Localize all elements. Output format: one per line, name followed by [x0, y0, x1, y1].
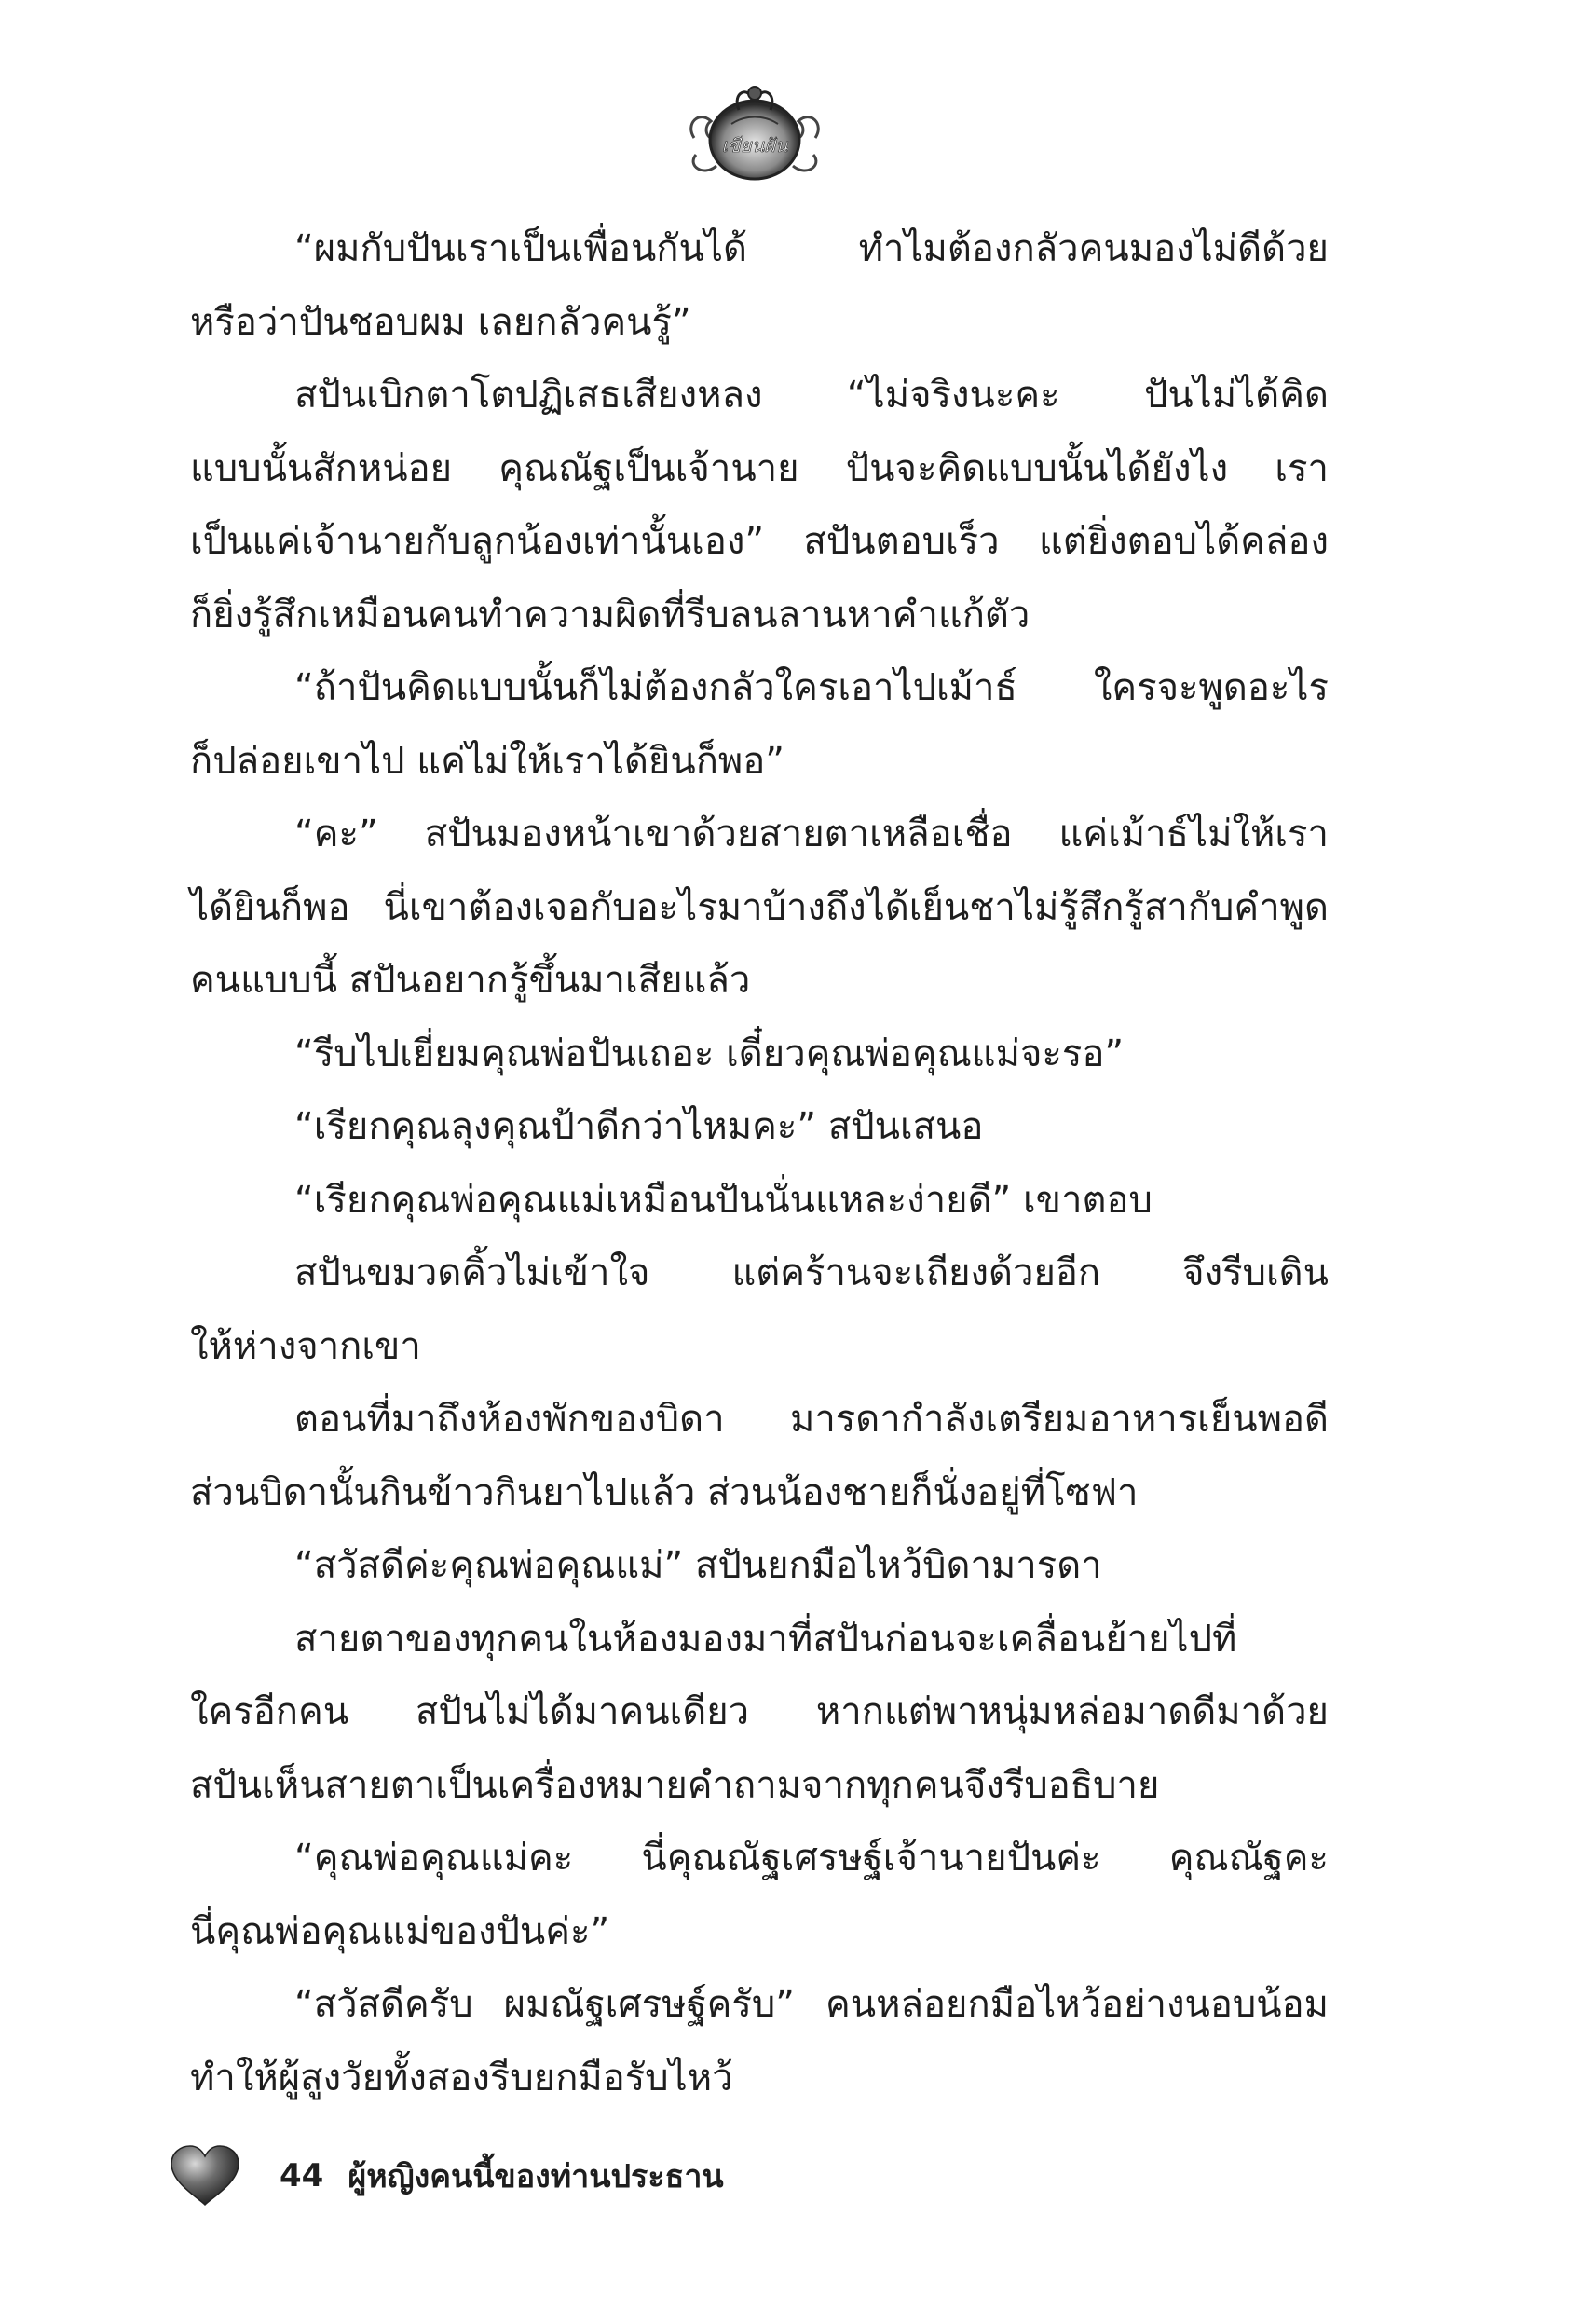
text-line: “รีบไปเยี่ยมคุณพ่อปันเถอะ เดี๋ยวคุณพ่อคุณแม่จะรอ”: [294, 1032, 1125, 1075]
text-line: “สวัสดีค่ะคุณพ่อคุณแม่” สปันยกมือไหว้บิดามารดา: [294, 1544, 1102, 1587]
text-line: เป็นแค่เจ้านายกับลูกน้องเท่านั้นเอง” สปันตอบเร็ว แต่ยิ่งตอบได้คล่อง: [190, 520, 1329, 563]
text-line: “ผมกับปันเราเป็นเพื่อนกันได้ ทำไมต้องกลัวคนมองไม่ดีด้วย: [294, 227, 1329, 270]
text-line: ทำให้ผู้สูงวัยทั้งสองรีบยกมือรับไหว้: [190, 2056, 733, 2099]
text-line: ตอนที่มาถึงห้องพักของบิดา มารดากำลังเตรียมอาหารเย็นพอดี: [294, 1398, 1329, 1441]
text-line: นี่คุณพ่อคุณแม่ของปันค่ะ”: [190, 1909, 610, 1953]
text-line: ก็ปล่อยเขาไป แค่ไม่ให้เราได้ยินก็พอ”: [190, 739, 785, 783]
text-line: “เรียกคุณลุงคุณป้าดีกว่าไหมคะ” สปันเสนอ: [294, 1105, 984, 1148]
body-text: [190, 212, 1329, 2114]
text-line: ให้ห่างจากเขา: [190, 1324, 421, 1368]
page-number: 44: [280, 2157, 324, 2195]
text-line: ใครอีกคน สปันไม่ได้มาคนเดียว หากแต่พาหนุ่มหล่อมาดดีมาด้วย: [190, 1690, 1329, 1733]
text-line: ก็ยิ่งรู้สึกเหมือนคนทำความผิดที่รีบลนลานหาคำแก้ตัว: [190, 593, 1030, 636]
text-line: “เรียกคุณพ่อคุณแม่เหมือนปันนั่นแหละง่ายดี” เขาตอบ: [294, 1178, 1153, 1222]
text-line: แบบนั้นสักหน่อย คุณณัฐเป็นเจ้านาย ปันจะคิดแบบนั้นได้ยังไง เรา: [190, 446, 1329, 490]
text-line: หรือว่าปันชอบผม เลยกลัวคนรู้”: [190, 300, 691, 344]
text-line: ได้ยินก็พอ นี่เขาต้องเจอกับอะไรมาบ้างถึงได้เย็นชาไม่รู้สึกรู้สากับคำพูด: [190, 885, 1329, 929]
text-line: “ถ้าปันคิดแบบนั้นก็ไม่ต้องกลัวใครเอาไปเม้าธ์ ใครจะพูดอะไร: [294, 666, 1329, 709]
text-line: ส่วนบิดานั้นกินข้าวกินยาไปแล้ว ส่วนน้องชายก็นั่งอยู่ที่โซฟา: [190, 1470, 1139, 1514]
text-line: สายตาของทุกคนในห้องมองมาที่สปันก่อนจะเคลื่อนย้ายไปที่: [294, 1617, 1237, 1661]
book-title: ผู้หญิงคนนี้ของท่านประธาน: [348, 2158, 724, 2195]
text-line: “สวัสดีครับ ผมณัฐเศรษฐ์ครับ” คนหล่อยกมือไหว้อย่างนอบน้อม: [294, 1983, 1329, 2026]
page-footer: [170, 2134, 724, 2218]
logo-text: เขียนฝัน: [721, 134, 788, 157]
text-line: สปันเห็นสายตาเป็นเครื่องหมายคำถามจากทุกคนจึงรีบอธิบาย: [190, 1763, 1160, 1807]
ornamental-crest-icon: [685, 73, 825, 183]
text-line: สปันขมวดคิ้วไม่เข้าใจ แต่คร้านจะเถียงด้วยอีก จึงรีบเดิน: [294, 1251, 1329, 1294]
text-line: “คะ” สปันมองหน้าเขาด้วยสายตาเหลือเชื่อ แค่เม้าธ์ไม่ให้เรา: [294, 813, 1329, 855]
text-line: คนแบบนี้ สปันอยากรู้ขึ้นมาเสียแล้ว: [190, 959, 751, 1002]
text-line: “คุณพ่อคุณแม่คะ นี่คุณณัฐเศรษฐ์เจ้านายปันค่ะ คุณณัฐคะ: [294, 1837, 1329, 1880]
text-line: สปันเบิกตาโตปฏิเสธเสียงหลง “ไม่จริงนะคะ ปันไม่ได้คิด: [294, 374, 1329, 417]
heart-icon: [170, 2145, 240, 2207]
